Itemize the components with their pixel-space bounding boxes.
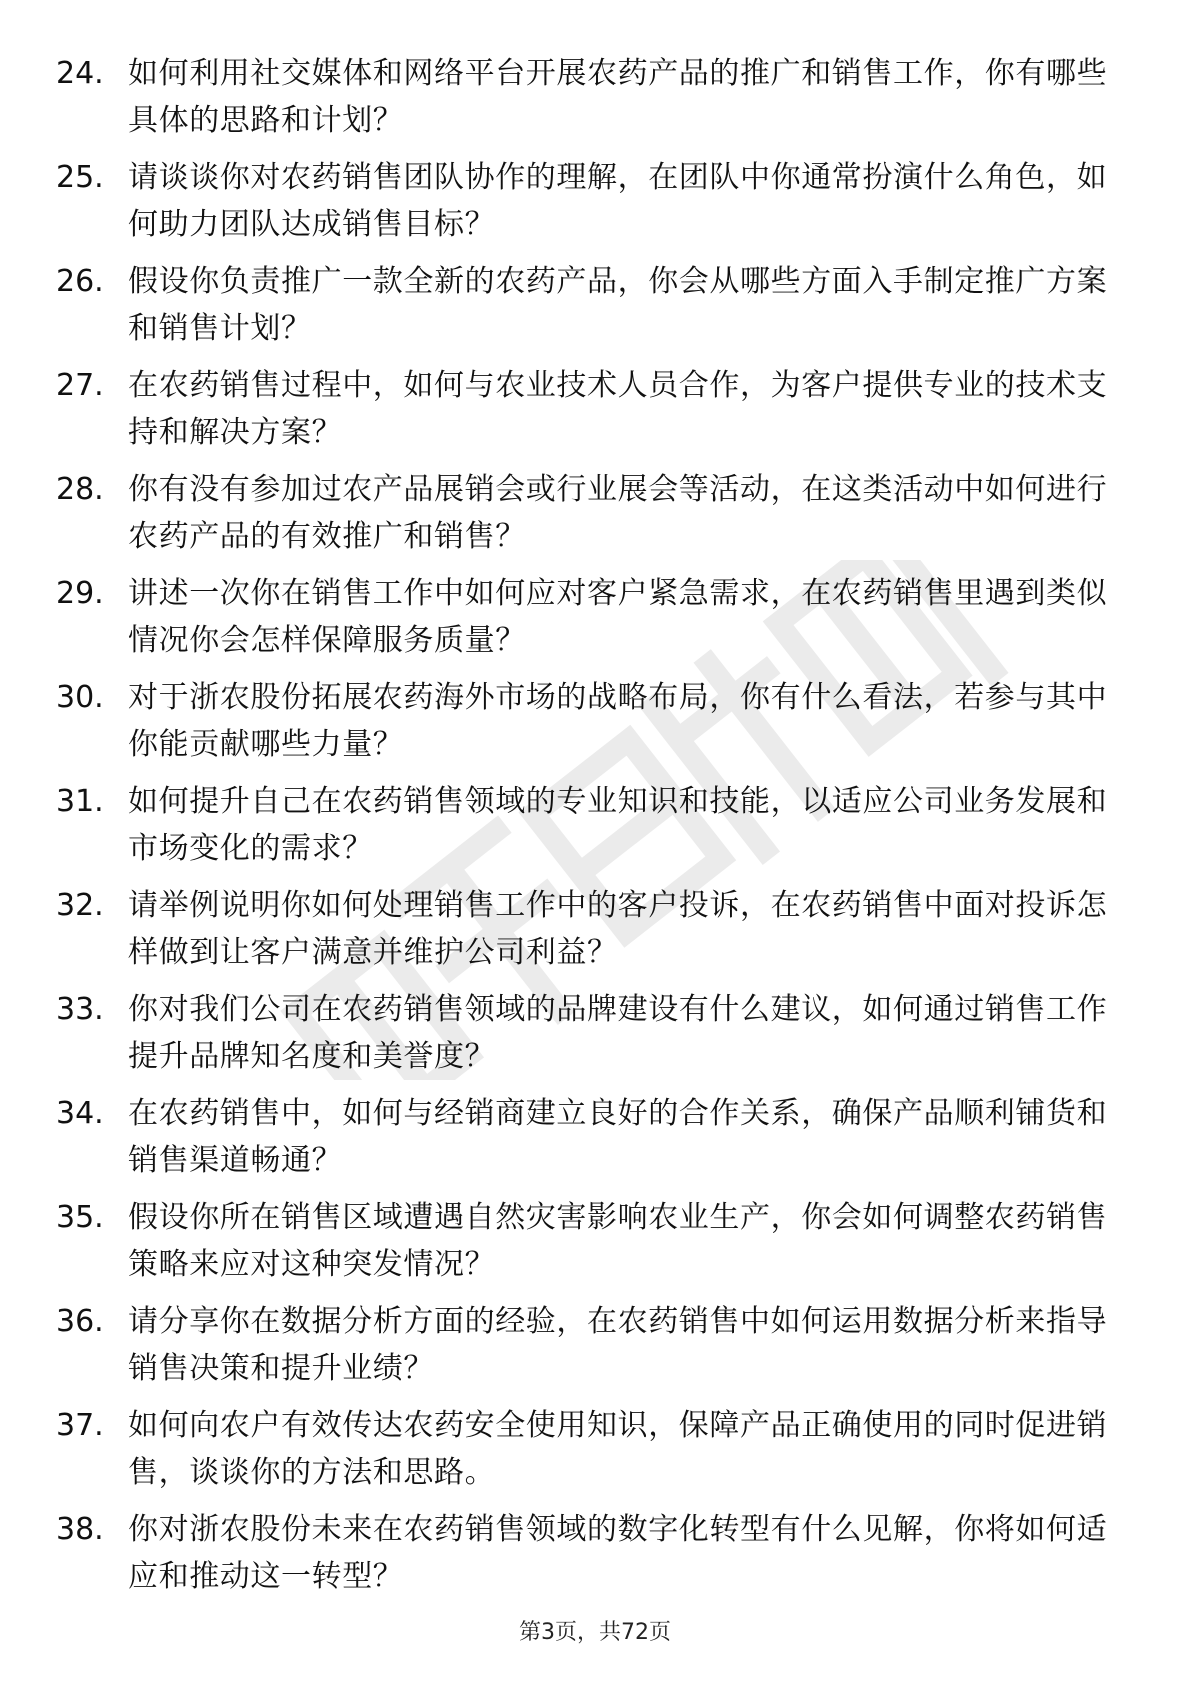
question-text: 如何利用社交媒体和网络平台开展农药产品的推广和销售工作，你有哪些具体的思路和计划？ xyxy=(128,56,1108,138)
question-item xyxy=(56,570,1116,674)
question-item xyxy=(56,986,1116,1090)
question-item xyxy=(56,1298,1116,1402)
question-item xyxy=(56,1506,1116,1610)
question-text: 如何向农户有效传达农药安全使用知识，保障产品正确使用的同时促进销售，谈谈你的方法和思路。 xyxy=(128,1408,1108,1490)
question-item xyxy=(56,778,1116,882)
question-item xyxy=(56,674,1116,778)
question-number: 35. xyxy=(56,1200,104,1235)
question-number: 29. xyxy=(56,576,104,611)
question-text: 你对浙农股份未来在农药销售领域的数字化转型有什么见解，你将如何适应和推动这一转型？ xyxy=(128,1512,1108,1594)
question-number: 24. xyxy=(56,56,104,91)
question-text: 在农药销售中，如何与经销商建立良好的合作关系，确保产品顺利铺货和销售渠道畅通？ xyxy=(128,1096,1108,1178)
question-item xyxy=(56,1402,1116,1506)
question-text: 对于浙农股份拓展农药海外市场的战略布局，你有什么看法，若参与其中你能贡献哪些力量？ xyxy=(128,680,1108,762)
question-number: 25. xyxy=(56,160,104,195)
question-item xyxy=(56,154,1116,258)
question-text: 请分享你在数据分析方面的经验，在农药销售中如何运用数据分析来指导销售决策和提升业绩？ xyxy=(128,1304,1108,1386)
question-item xyxy=(56,258,1116,362)
question-text: 请举例说明你如何处理销售工作中的客户投诉，在农药销售中面对投诉怎样做到让客户满意并维护公司利益？ xyxy=(128,888,1108,970)
question-text: 讲述一次你在销售工作中如何应对客户紧急需求，在农药销售里遇到类似情况你会怎样保障服务质量？ xyxy=(128,576,1108,658)
question-text: 在农药销售过程中，如何与农业技术人员合作，为客户提供专业的技术支持和解决方案？ xyxy=(128,368,1108,450)
question-number: 33. xyxy=(56,992,104,1027)
question-text: 假设你负责推广一款全新的农药产品，你会从哪些方面入手制定推广方案和销售计划？ xyxy=(128,264,1108,346)
question-item xyxy=(56,882,1116,986)
question-number: 36. xyxy=(56,1304,104,1339)
question-number: 37. xyxy=(56,1408,104,1443)
question-text: 你有没有参加过农产品展销会或行业展会等活动，在这类活动中如何进行农药产品的有效推广和销售？ xyxy=(128,472,1108,554)
question-number: 38. xyxy=(56,1512,104,1547)
question-number: 32. xyxy=(56,888,104,923)
question-text: 你对我们公司在农药销售领域的品牌建设有什么建议，如何通过销售工作提升品牌知名度和美誉度？ xyxy=(128,992,1108,1074)
question-number: 34. xyxy=(56,1096,104,1131)
question-text: 如何提升自己在农药销售领域的专业知识和技能，以适应公司业务发展和市场变化的需求？ xyxy=(128,784,1108,866)
question-number: 30. xyxy=(56,680,104,715)
question-item xyxy=(56,1090,1116,1194)
question-item xyxy=(56,362,1116,466)
question-number: 31. xyxy=(56,784,104,819)
question-list xyxy=(56,50,1116,1610)
page-number-footer: 第3页，共72页 xyxy=(519,1620,671,1645)
question-item xyxy=(56,466,1116,570)
question-item xyxy=(56,50,1116,154)
question-text: 假设你所在销售区域遭遇自然灾害影响农业生产，你会如何调整农药销售策略来应对这种突发情况？ xyxy=(128,1200,1108,1282)
question-number: 28. xyxy=(56,472,104,507)
question-number: 27. xyxy=(56,368,104,403)
question-number: 26. xyxy=(56,264,104,299)
question-text: 请谈谈你对农药销售团队协作的理解，在团队中你通常扮演什么角色，如何助力团队达成销售目标？ xyxy=(128,160,1108,242)
question-item xyxy=(56,1194,1116,1298)
